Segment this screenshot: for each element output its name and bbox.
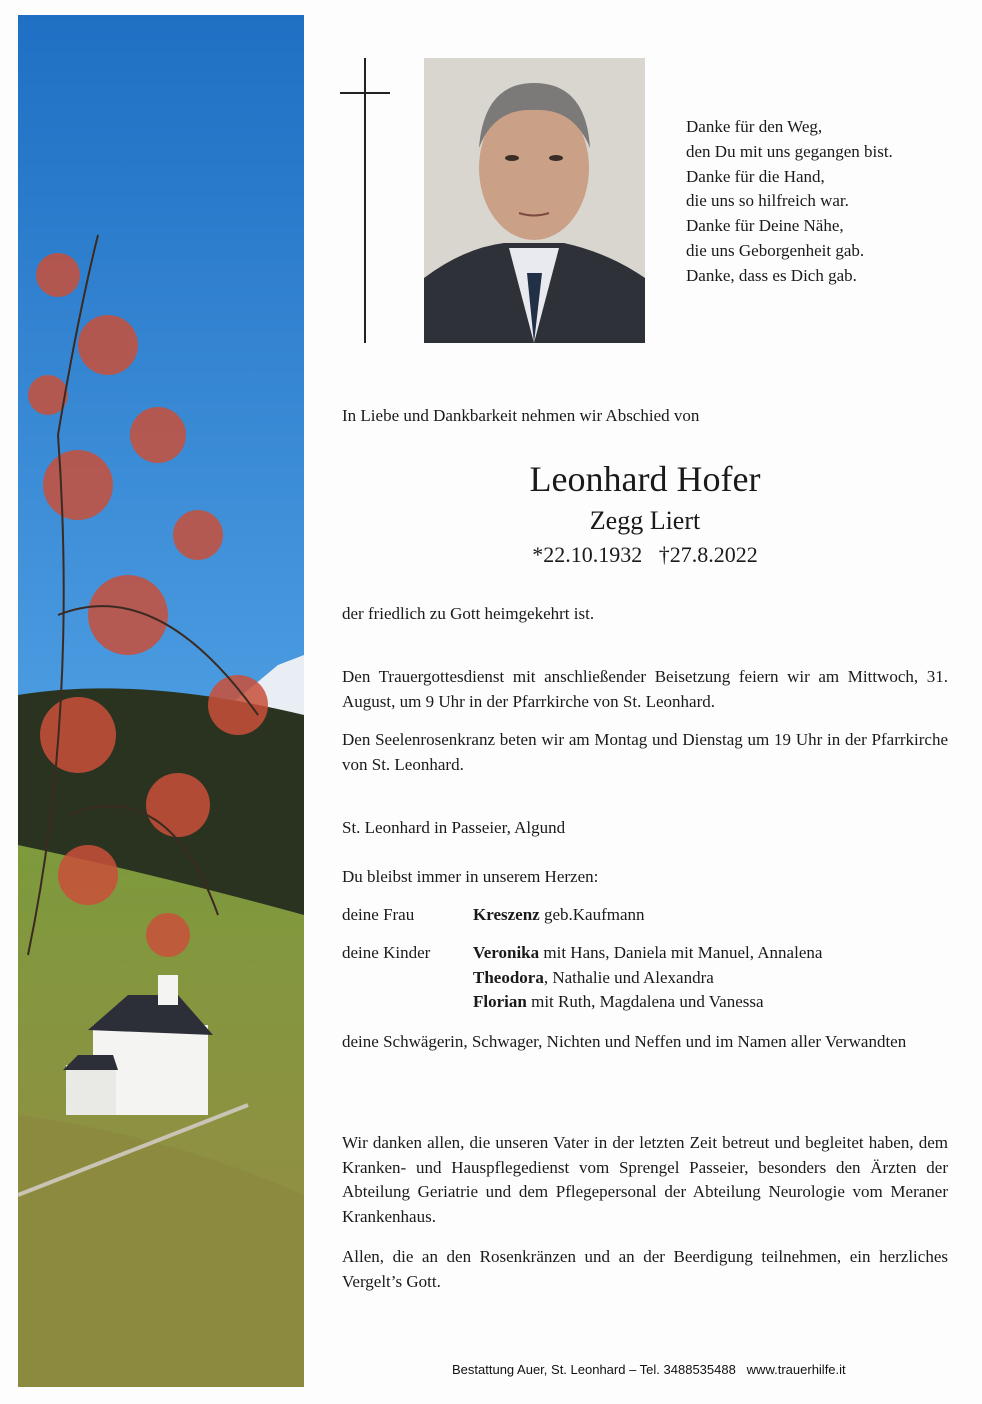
poem-line: Danke für den Weg, [686,117,823,136]
relatives-text: deine Schwägerin, Schwager, Nichten und Neffen und im Namen aller Verwandten [342,1032,907,1051]
poem [686,115,893,289]
thanks-all-text: Allen, die an den Rosenkränzen und an der Beerdigung teilnehmen, ein herzliches Vergelt’s Gott. [342,1247,948,1291]
child-line [473,966,822,991]
cross-icon [364,58,366,343]
child-name: Florian [473,992,527,1012]
thanks-text: Wir danken allen, die unseren Vater in der letzten Zeit betreut und begleitet haben, dem Kranken- und Hauspflegedienst vom Sprengel Passeier, besonders den Ärzten der Abteilung Geriatrie und dem Pflegepersonal der Abteilung Neurologie vom Meraner Krankenhaus. [342,1133,948,1226]
wife-label: deine Frau [342,905,415,924]
child-line [473,941,822,966]
poem-line: Danke für Deine Nähe, [686,216,844,236]
child-line [473,990,822,1015]
child-name: Veronika [473,943,540,962]
after-name-text: der friedlich zu Gott heimgekehrt ist. [342,604,595,623]
life-dates [342,541,948,569]
birth-date: *22.10.1932 [532,542,643,567]
child-name: Theodora [473,967,544,987]
footer [452,1362,846,1377]
deceased-name: Leonhard Hofer [529,459,761,499]
website-link[interactable]: www.trauerhilfe.it [746,1362,846,1377]
intro-text: In Liebe und Dankbarkeit nehmen wir Abschied von [342,406,700,425]
wife-rest: geb.Kaufmann [539,905,645,924]
wife-name: Kreszenz [473,905,540,924]
poem-line: den Du mit uns gegangen bist. [686,141,893,161]
children-row [342,941,948,1015]
death-date: †27.8.2022 [658,542,758,567]
service-text: Den Trauergottesdienst mit anschließender Beisetzung feiern wir am Mittwoch, 31. August, um 9 Uhr in der Pfarrkirche von St. Leonhard. [342,667,948,711]
undertaker-info: Bestattung Auer, St. Leonhard – Tel. 3488535488 [452,1362,736,1377]
landscape-photo [18,15,304,1387]
child-rest: mit Ruth, Magdalena und Vanessa [526,992,764,1012]
poem-line: Danke für die Hand, [686,166,825,186]
mourners-intro: Du bleibst immer in unserem Herzen: [342,867,599,886]
children-label: deine Kinder [342,943,431,962]
wife-row [342,903,948,928]
poem-line: Danke, dass es Dich gab. [686,265,857,285]
child-rest: , Nathalie und Alexandra [543,967,714,987]
poem-line: die uns so hilfreich war. [686,191,849,211]
rosary-text: Den Seelenrosenkranz beten wir am Montag und Dienstag um 19 Uhr in der Pfarrkirche von St. Leonhard. [342,730,948,774]
nickname: Zegg Liert [589,506,701,535]
child-rest: mit Hans, Daniela mit Manuel, Annalena [539,943,823,962]
place-text: St. Leonhard in Passeier, Algund [342,818,566,837]
portrait-photo [424,58,645,343]
poem-line: die uns Geborgenheit gab. [686,240,865,260]
cross-icon-bar [340,92,390,94]
